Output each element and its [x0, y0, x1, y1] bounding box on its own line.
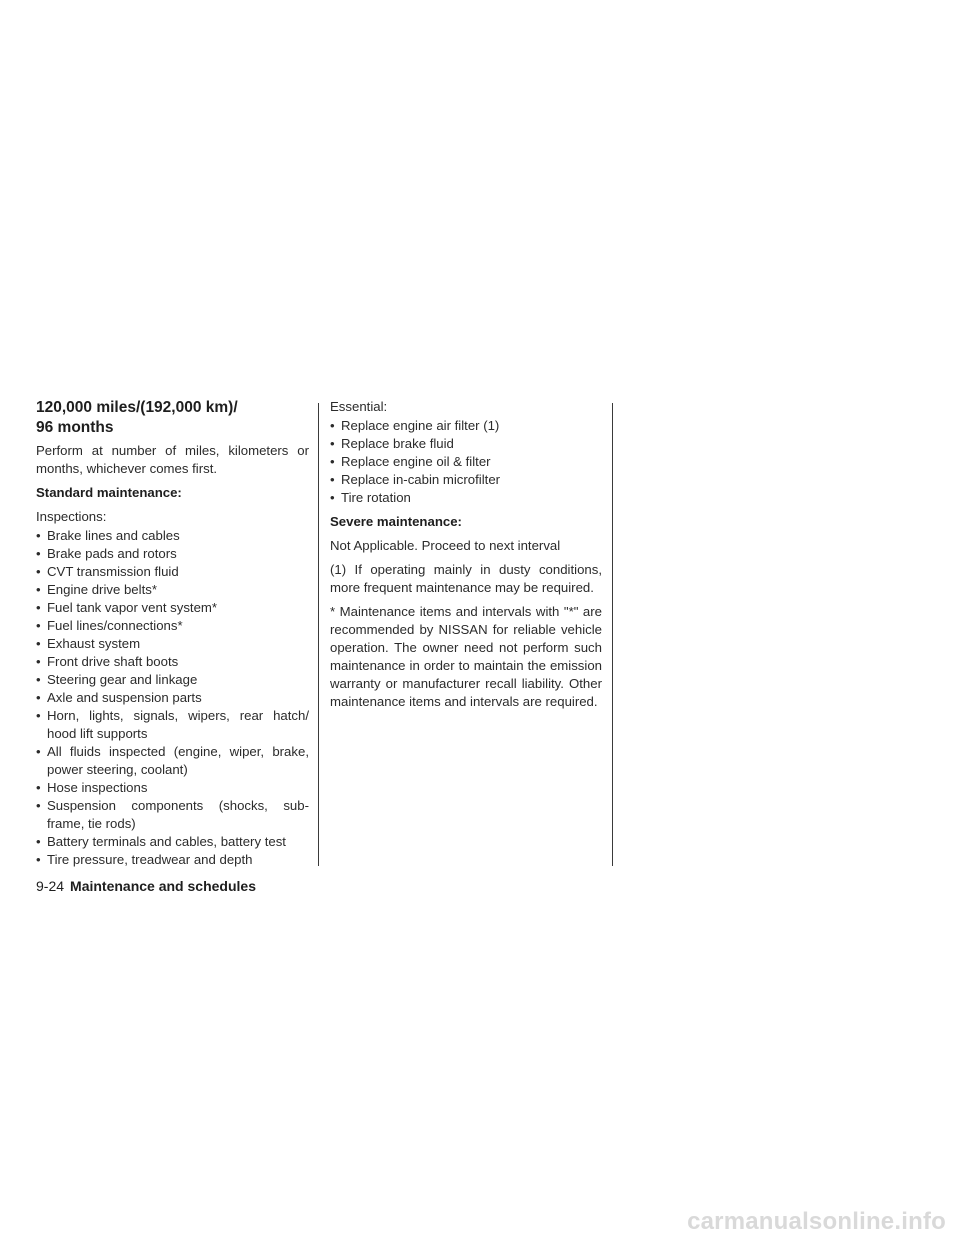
list-item: • Steering gear and linkage [36, 672, 198, 687]
right-column [330, 398, 602, 717]
page-number: 9-24 [36, 878, 65, 894]
footnote-dusty-conditions: (1) If operating mainly in dusty conditions, more frequent maintenance may be required. [330, 562, 602, 595]
bullet-icon: • [36, 834, 41, 849]
intro-paragraph: Perform at number of miles, kilometers or months, whichever comes first. [36, 443, 309, 476]
severe-maintenance-heading: Severe maintenance: [330, 514, 462, 529]
list-item: • Tire rotation [330, 490, 411, 505]
bullet-icon: • [36, 564, 41, 579]
list-item: • Fuel tank vapor vent system* [36, 600, 218, 615]
list-item: • Engine drive belts* [36, 582, 157, 597]
interval-heading [36, 398, 309, 438]
list-item: • Replace brake fluid [330, 436, 454, 451]
list-item: • All fluids inspected (engine, wiper, brake, power steering, coolant) [36, 744, 309, 777]
list-item: • Replace engine oil & filter [330, 454, 491, 469]
bullet-icon: • [36, 744, 41, 759]
bullet-icon: • [330, 418, 335, 433]
inspections-list [36, 527, 309, 869]
column-divider [318, 403, 319, 866]
essential-list [330, 417, 602, 507]
bullet-icon: • [36, 600, 41, 615]
interval-heading-line2: 96 months [36, 419, 114, 436]
bullet-icon: • [330, 454, 335, 469]
list-item: • Horn, lights, signals, wipers, rear hatch/ hood lift supports [36, 708, 309, 741]
bullet-icon: • [330, 436, 335, 451]
footnote-asterisk-items: * Maintenance items and intervals with "*" are recommended by NISSAN for reliable vehicle operation. The owner need not perform such maintenance in order to maintain the emission warranty or manufacturer recall liability. Other maintenance items and intervals are required. [330, 604, 602, 709]
inspections-label: Inspections: [36, 509, 107, 524]
list-item: • Brake pads and rotors [36, 546, 177, 561]
bullet-icon: • [36, 528, 41, 543]
list-item: • Replace engine air filter (1) [330, 418, 500, 433]
bullet-icon: • [36, 798, 41, 813]
page-footer [36, 877, 256, 895]
list-item: • Tire pressure, treadwear and depth [36, 852, 253, 867]
list-item: • CVT transmission fluid [36, 564, 179, 579]
severe-maintenance-text: Not Applicable. Proceed to next interval [330, 538, 561, 553]
list-item: • Front drive shaft boots [36, 654, 179, 669]
bullet-icon: • [36, 654, 41, 669]
list-item: • Hose inspections [36, 780, 148, 795]
section-title: Maintenance and schedules [70, 878, 256, 894]
interval-heading-line1: 120,000 miles/(192,000 km)/ [36, 399, 238, 416]
column-divider [612, 403, 613, 866]
list-item: • Exhaust system [36, 636, 141, 651]
bullet-icon: • [330, 472, 335, 487]
list-item: • Replace in-cabin microfilter [330, 472, 501, 487]
standard-maintenance-heading: Standard maintenance: [36, 485, 182, 500]
bullet-icon: • [36, 672, 41, 687]
bullet-icon: • [36, 636, 41, 651]
list-item: • Axle and suspension parts [36, 690, 202, 705]
bullet-icon: • [330, 490, 335, 505]
essential-label: Essential: [330, 399, 388, 414]
bullet-icon: • [36, 852, 41, 867]
bullet-icon: • [36, 690, 41, 705]
bullet-icon: • [36, 546, 41, 561]
list-item: • Suspension components (shocks, sub-frame, tie rods) [36, 798, 309, 831]
bullet-icon: • [36, 708, 41, 723]
watermark: carmanualsonline.info [687, 1208, 946, 1235]
bullet-icon: • [36, 582, 41, 597]
left-column [36, 398, 309, 875]
bullet-icon: • [36, 780, 41, 795]
list-item: • Battery terminals and cables, battery test [36, 834, 286, 849]
list-item: • Brake lines and cables [36, 528, 180, 543]
bullet-icon: • [36, 618, 41, 633]
list-item: • Fuel lines/connections* [36, 618, 183, 633]
